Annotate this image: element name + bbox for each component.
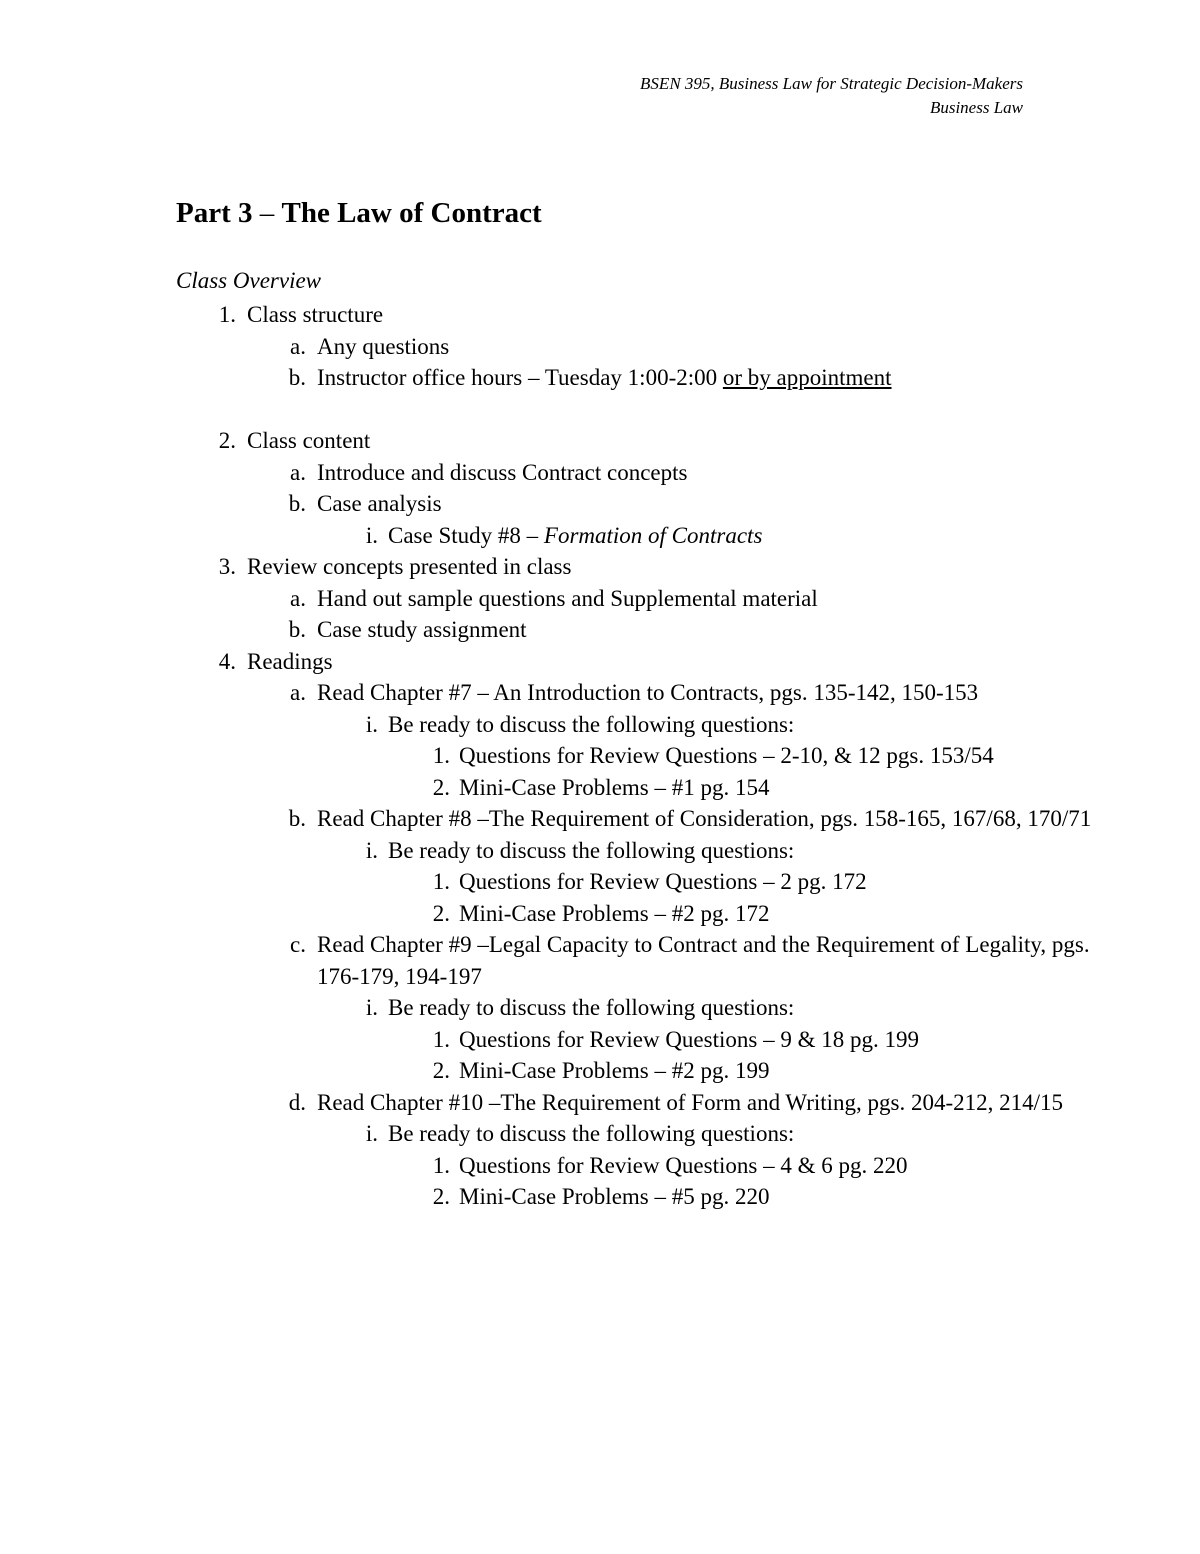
item-text: Be ready to discuss the following questions: xyxy=(388,837,795,863)
item-letter: b. xyxy=(288,365,306,390)
outline-item-4a xyxy=(176,677,1096,709)
outline-item-4a-i-2 xyxy=(176,772,1096,804)
item-letter: a. xyxy=(290,333,306,359)
item-letter: a. xyxy=(290,585,306,611)
outline-list xyxy=(176,299,1096,1213)
item-roman: i. xyxy=(365,995,378,1020)
item-text: Read Chapter #10 –The Requirement of Form and Writing, pgs. 204-212, 214/15 xyxy=(317,1089,1064,1115)
item-roman: i. xyxy=(365,711,378,737)
outline-item-4d-i-2 xyxy=(176,1181,1096,1213)
item-number: 1. xyxy=(432,743,450,768)
item-text: Readings xyxy=(247,648,333,674)
item-text: Questions for Review Questions – 4 & 6 pg. 220 xyxy=(459,1152,908,1178)
outline-item-3b xyxy=(176,614,1096,646)
item-letter: a. xyxy=(290,459,306,485)
item-letter: b. xyxy=(288,806,306,831)
item-number: 1. xyxy=(432,1152,450,1178)
outline-item-4c-i-1 xyxy=(176,1024,1096,1056)
item-number: 3. xyxy=(218,554,236,579)
outline-item-3 xyxy=(176,551,1096,583)
item-text: Case Study #8 – xyxy=(388,522,544,548)
outline-item-4d-i xyxy=(176,1118,1096,1150)
course-title: BSEN 395, Business Law for Strategic Decision-Makers xyxy=(640,74,1023,93)
item-text: Mini-Case Problems – #2 pg. 199 xyxy=(459,1058,770,1083)
item-number: 2. xyxy=(432,1058,450,1083)
item-number: 2. xyxy=(432,774,450,800)
outline-item-2b-i xyxy=(176,520,1096,552)
outline-item-1a xyxy=(176,331,1096,363)
office-hours-note: or by appointment xyxy=(722,365,892,390)
item-letter: b. xyxy=(288,617,306,642)
item-text: Read Chapter #8 –The Requirement of Consideration, pgs. 158-165, 167/68, 170/71 xyxy=(317,806,1092,831)
item-number: 1. xyxy=(218,302,236,327)
item-text: Questions for Review Questions – 9 & 18 pg. 199 xyxy=(459,1026,919,1052)
item-number: 1. xyxy=(432,1026,450,1052)
outline-item-4b-i-1 xyxy=(176,866,1096,898)
item-text: Mini-Case Problems – #1 pg. 154 xyxy=(459,774,770,800)
outline-item-4a-i xyxy=(176,709,1096,741)
item-text: Be ready to discuss the following questions: xyxy=(388,1121,795,1146)
item-text: Introduce and discuss Contract concepts xyxy=(317,459,688,485)
case-study-title: Formation of Contracts xyxy=(543,522,763,548)
page-title xyxy=(176,197,542,230)
outline-item-4b-i-2 xyxy=(176,898,1096,930)
outline-item-4c-i xyxy=(176,992,1096,1024)
title-dash: – xyxy=(252,197,282,229)
item-number: 1. xyxy=(432,869,450,894)
item-text: Instructor office hours – Tuesday 1:00-2:00 xyxy=(317,365,723,390)
item-text: Questions for Review Questions – 2 pg. 172 xyxy=(459,869,867,894)
outline-item-4c-i-2 xyxy=(176,1055,1096,1087)
outline-item-3a xyxy=(176,583,1096,615)
outline-item-4b xyxy=(176,803,1096,835)
item-text: Review concepts presented in class xyxy=(247,554,572,579)
item-letter: b. xyxy=(288,491,306,516)
item-number: 2. xyxy=(432,900,450,926)
item-text: Questions for Review Questions – 2-10, & 12 pgs. 153/54 xyxy=(459,743,994,768)
outline-item-4b-i xyxy=(176,835,1096,867)
outline-item-1 xyxy=(176,299,1096,331)
title-text: The Law of Contract xyxy=(281,197,542,229)
outline-item-2a xyxy=(176,457,1096,489)
item-text: Mini-Case Problems – #2 pg. 172 xyxy=(459,900,770,926)
item-text: Mini-Case Problems – #5 pg. 220 xyxy=(459,1184,770,1209)
outline-item-2 xyxy=(176,425,1096,457)
item-letter: a. xyxy=(290,680,306,705)
item-number: 2. xyxy=(432,1184,450,1209)
outline-item-4d-i-1 xyxy=(176,1150,1096,1182)
outline-item-4 xyxy=(176,646,1096,678)
outline-item-1b xyxy=(176,362,1096,394)
outline-item-2b xyxy=(176,488,1096,520)
item-letter: c. xyxy=(290,932,306,957)
outline-item-4c xyxy=(176,929,1096,992)
item-text: Class structure xyxy=(247,302,384,327)
item-text: Hand out sample questions and Supplemental material xyxy=(317,585,818,611)
item-roman: i. xyxy=(365,837,378,863)
course-subtitle: Business Law xyxy=(929,98,1023,117)
outline-item-4d xyxy=(176,1087,1096,1119)
section-subtitle: Class Overview xyxy=(176,268,322,293)
item-text: Read Chapter #7 – An Introduction to Contracts, pgs. 135-142, 150-153 xyxy=(317,680,979,705)
item-number: 2. xyxy=(218,428,236,453)
item-text: Read Chapter #9 –Legal Capacity to Contract and the Requirement of Legality, pgs. 176-179, 194-197 xyxy=(317,932,1090,989)
item-roman: i. xyxy=(365,1121,378,1146)
item-text: Class content xyxy=(247,428,371,453)
item-text: Any questions xyxy=(317,333,450,359)
item-letter: d. xyxy=(288,1089,306,1115)
item-number: 4. xyxy=(218,648,236,674)
item-text: Be ready to discuss the following questions: xyxy=(388,995,795,1020)
document-header xyxy=(640,72,1023,120)
item-roman: i. xyxy=(365,522,378,548)
item-text: Case study assignment xyxy=(317,617,527,642)
item-text: Case analysis xyxy=(317,491,442,516)
item-text: Be ready to discuss the following questions: xyxy=(388,711,795,737)
outline-item-4a-i-1 xyxy=(176,740,1096,772)
title-part: Part 3 xyxy=(176,197,253,229)
